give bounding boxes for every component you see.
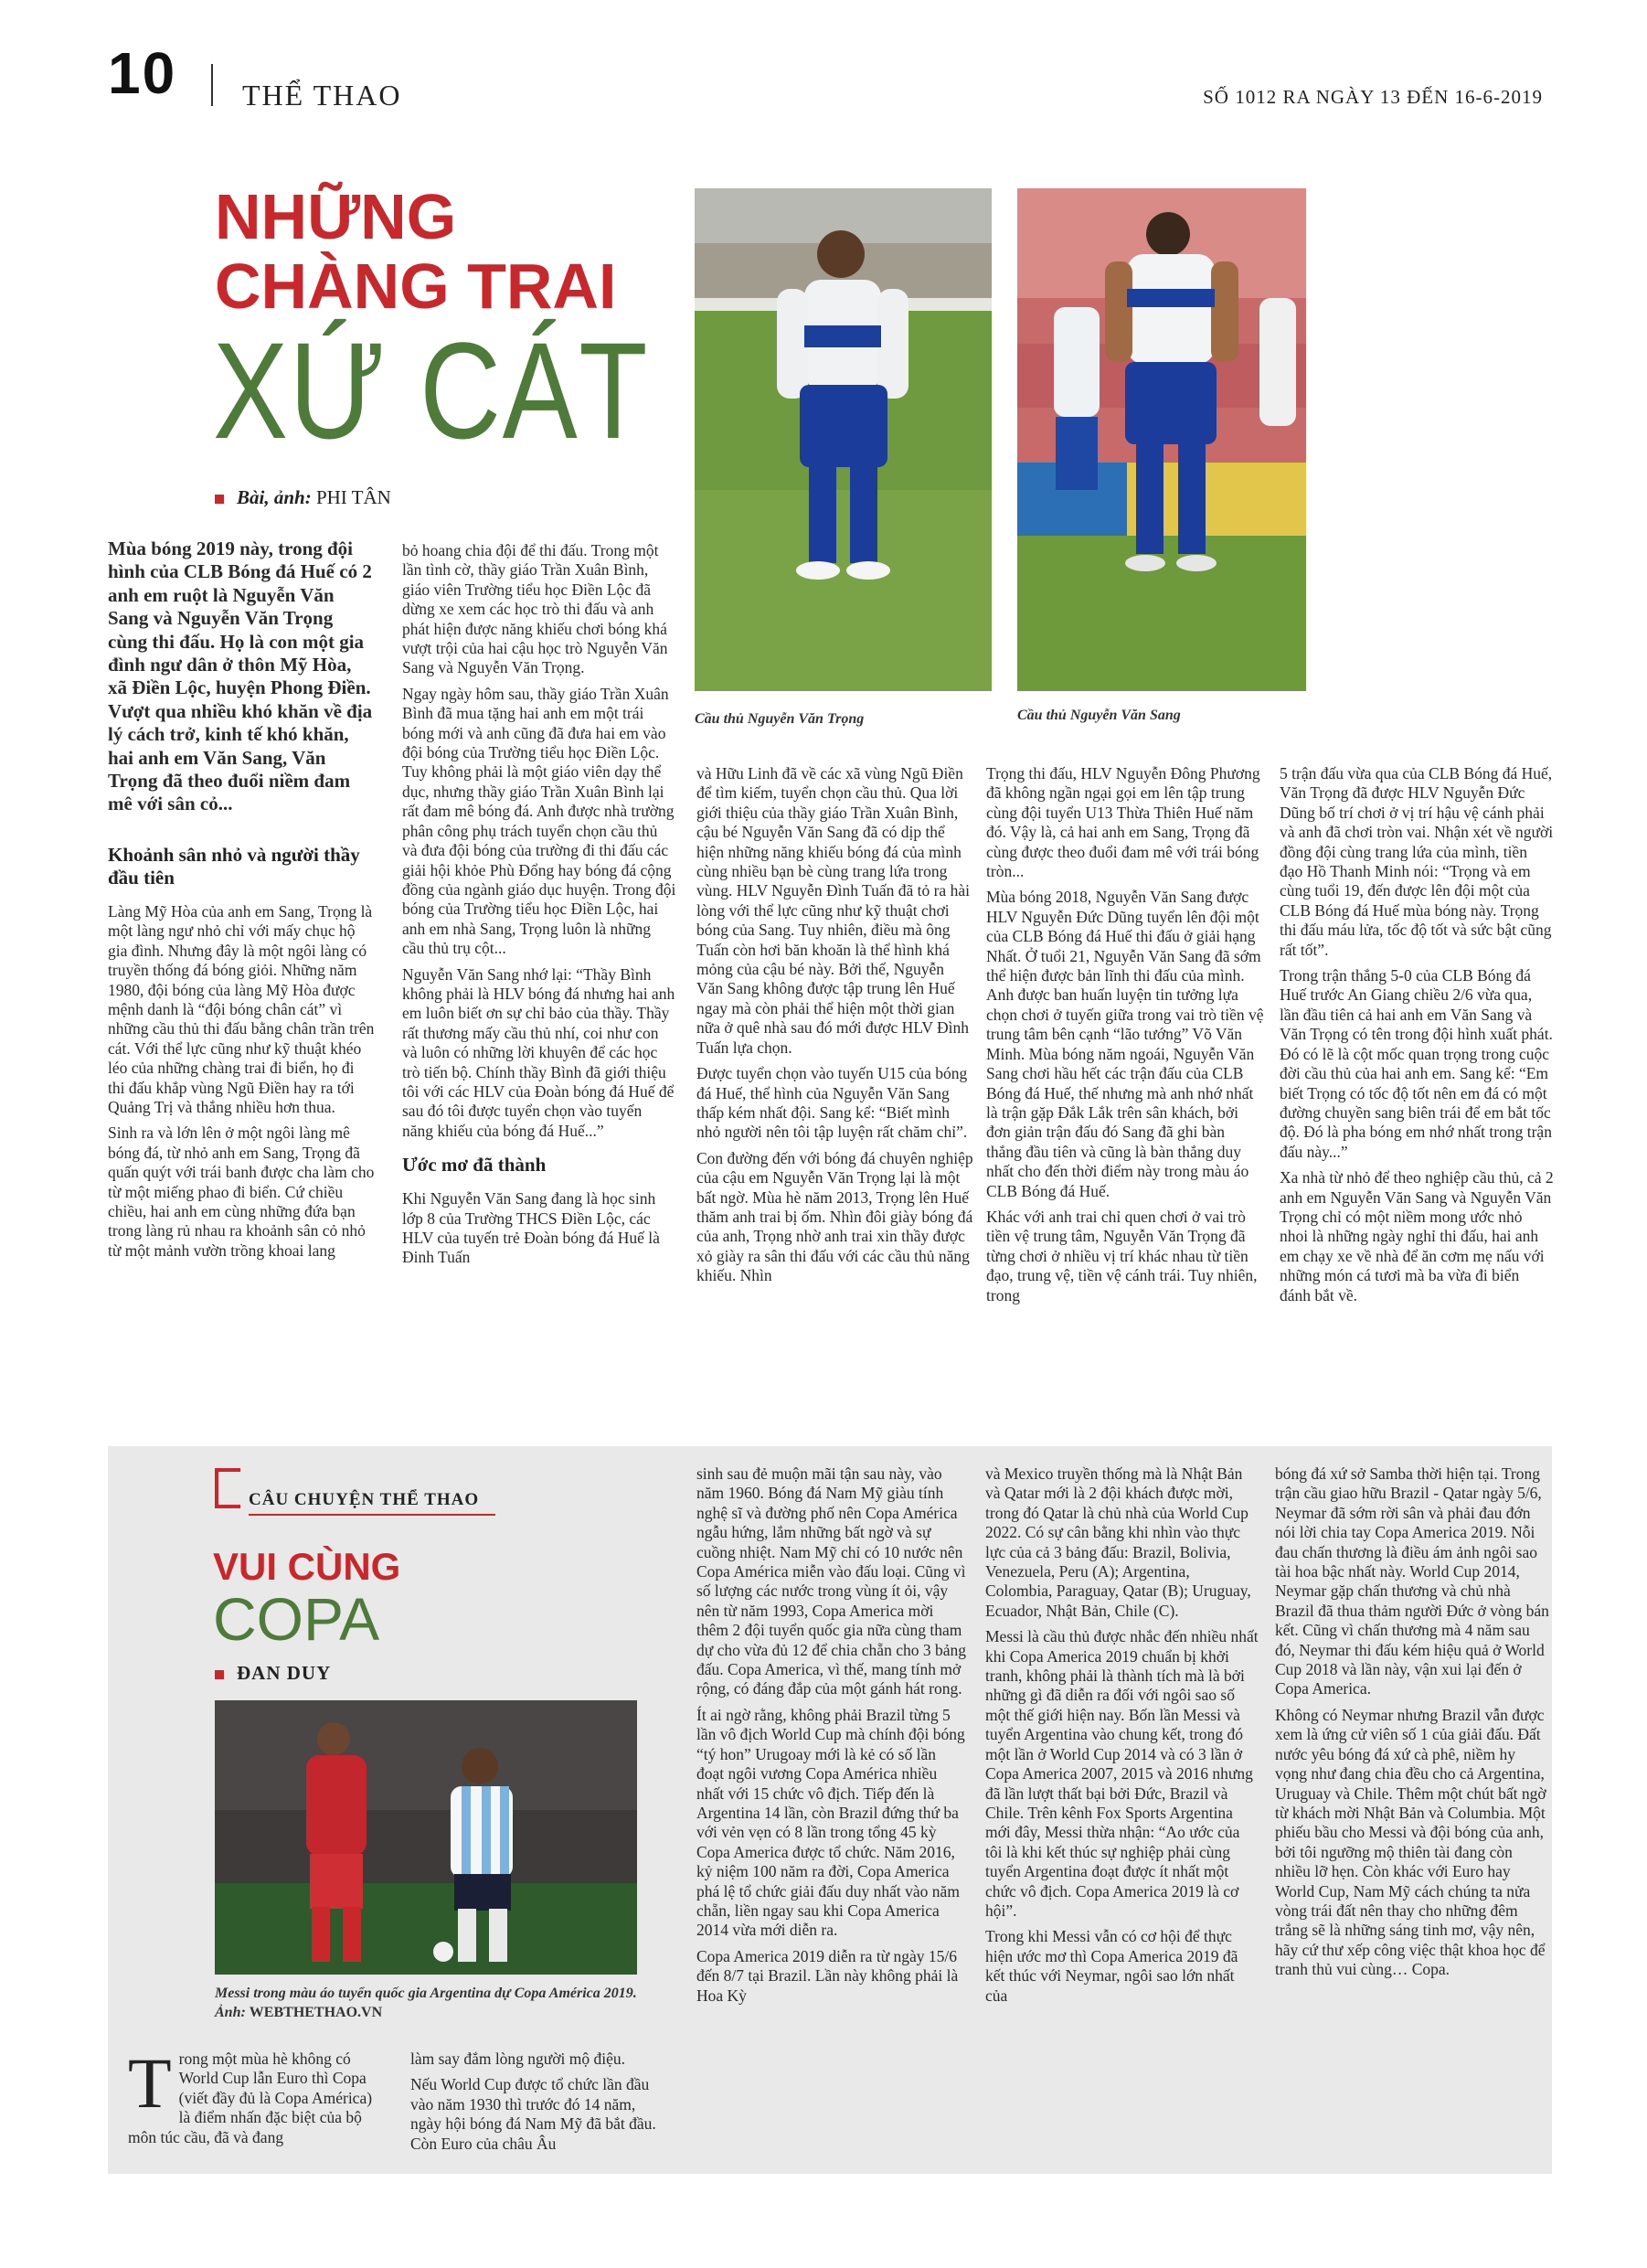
article-title-line1: NHỮNG: [215, 181, 457, 252]
paragraph: 5 trận đấu vừa qua của CLB Bóng đá Huế, Văn Trọng đã được HLV Nguyễn Đức Dũng bố trí chơi ở vị trí hậu vệ cánh phải và anh đã chơi tròn vai. Nhận xét về người đồng đội cùng trang lứa của mình, tiền đạo Hồ Thanh Minh nói: “Trọng và em cùng tuổi 19, đến được lên đội một của CLB Bóng đá Huế mùa bóng này. Trọng thi đấu máu lửa, tốc độ tốt và sức bật cũng rất tốt”.: [1280, 764, 1554, 959]
red-square-bullet: [215, 495, 224, 504]
paragraph: rong một mùa hè không có World Cup lẫn Euro thì Copa (viết đầy đủ là Copa América) là điểm nhấn đặc biệt của bộ môn túc cầu, đã và đang: [128, 2050, 373, 2146]
photo-credit: WEBTHETHAO.VN: [249, 2005, 383, 2020]
article-lede: Mùa bóng 2019 này, trong đội hình của CLB Bóng đá Huế có 2 anh em ruột là Nguyễn Văn Sang và Nguyễn Văn Trọng cùng thi đấu. Họ là con một gia đình ngư dân ở thôn Mỹ Hòa, xã Điền Lộc, huyện Phong Điền. Vượt qua nhiều khó khăn về địa lý cách trở, kinh tế khó khăn, hai anh em Văn Sang, Văn Trọng đã theo đuổi niềm đam mê với sân cỏ...: [108, 538, 373, 815]
sports-story-label: CÂU CHUYỆN THỂ THAO: [249, 1490, 495, 1516]
sports-column-3: [696, 1464, 967, 2012]
paragraph: Messi là cầu thủ được nhắc đến nhiều nhất khi Copa America 2019 chuẩn bị khởi tranh, không phải là thành tích mà là bởi những gì đã diễn ra đối với ngôi sao số một thế giới hiện nay. Bốn lần Messi và tuyển Argentina vào chung kết, trong đó một lần ở World Cup 2014 và có 3 lần ở Copa America 2007, 2015 và 2016 nhưng đã lần lượt thất bại bởi Đức, Brazil và Chile. Trên kênh Fox Sports Argentina mới đây, Messi thừa nhận: “Ao ước của tôi là khi kết thúc sự nghiệp phải cùng tuyển Argentina đoạt được ít nhất một chức vô địch. Copa America 2019 là cơ hội”.: [985, 1627, 1259, 1920]
paragraph: và Hữu Linh đã về các xã vùng Ngũ Điền để tìm kiếm, tuyển chọn cầu thủ. Qua lời giới thiệu của thầy giáo Trần Xuân Bình, cậu bé Nguyễn Văn Sang đã có dịp thể hiện những năng khiếu bóng đá của mình cùng nhiều bạn bè cùng trang lứa trong vùng. HLV Nguyễn Đình Tuấn đã tỏ ra hài lòng với thể lực cũng như kỹ thuật chơi bóng của Sang. Tuy nhiên, điều mà ông Tuấn còn hơi băn khoăn là thể hình khá mỏng của cậu bé này. Bởi thế, Nguyễn Văn Sang không được tập trung lên Huế ngay mà còn phải thể hiện một thời gian nữa ở quê nhà sau đó mới được HLV Đình Tuấn lựa chọn.: [696, 764, 970, 1057]
drop-cap: T: [128, 2043, 172, 2123]
article-column-2: [402, 541, 676, 1274]
article-column-3: [696, 764, 974, 1293]
paragraph: bóng đá xứ sở Samba thời hiện tại. Trong trận cầu giao hữu Brazil - Qatar ngày 5/6, Neymar đã sớm rời sân và phải đau đớn nói lời chia tay Copa America 2019. Nỗi đau chấn thương là điều ám ảnh ngôi sao tài hoa bậc nhất này. World Cup 2014, Neymar gặp chấn thương và chủ nhà Brazil đã thua thảm người Đức ở vòng bán kết. Cũng vì chấn thương mà 4 năm sau đó, Neymar thi đấu kém hiệu quả ở World Cup 2018 và lần này, vận xui lại đến ở Copa America.: [1275, 1464, 1549, 1698]
sports-column-5: [1275, 1464, 1549, 1986]
photo1-caption: Cầu thủ Nguyễn Văn Trọng: [695, 711, 865, 727]
article-column-5: [1280, 764, 1554, 1312]
paragraph: Khi Nguyễn Văn Sang đang là học sinh lớp 8 của Trường THCS Điền Lộc, các HLV của tuyến trẻ Đoàn bóng đá Huế là Đinh Tuấn: [402, 1189, 660, 1267]
sports-column-4: [985, 1464, 1259, 2012]
paragraph: Ngay ngày hôm sau, thầy giáo Trần Xuân Bình đã mua tặng hai anh em một trái bóng mới và anh cũng đã đưa hai em vào đội bóng của Trường tiểu học Điền Lộc. Tuy không phải là một giáo viên dạy thể dục, nhưng thầy giáo Trần Xuân Bình lại rất đam mê bóng đá. Anh được nhà trường phân công phụ trách tuyển chọn cầu thủ và đưa đội bóng của trường đi thi đấu các giải hội khỏe Phù Đổng hay bóng đá cộng đồng của ngành giáo dục huyện. Trong đội bóng của Trường tiểu học Điền Lộc, hai anh em nhà Sang, Trọng luôn là những cầu thủ trụ cột...: [402, 684, 676, 958]
photo-nguyen-van-trong: [695, 188, 992, 691]
paragraph: Xa nhà từ nhỏ để theo nghiệp cầu thủ, cả 2 anh em Nguyễn Văn Sang và Nguyễn Văn Trọng chỉ có một niềm mong ước nhỏ nhoi là những ngày nghỉ thi đấu, hai anh em chạy xe về nhà để ăn cơm mẹ nấu với những món cá tươi mà ba vừa đi biển đánh bắt về.: [1280, 1168, 1554, 1304]
article-byline: [215, 486, 391, 509]
paragraph: bỏ hoang chia đội để thi đấu. Trong một lần tình cờ, thầy giáo Trần Xuân Bình, giáo viên Trường tiểu học Điền Lộc đã dừng xe xem các học trò thi đấu và anh phát hiện được năng khiếu chơi bóng khá vượt trội của hai cậu học trò Nguyễn Văn Sang và Nguyễn Văn Trọng.: [402, 541, 668, 677]
issue-info: SỐ 1012 RA NGÀY 13 ĐẾN 16-6-2019: [1203, 86, 1543, 108]
paragraph: sinh sau đẻ muộn mãi tận sau này, vào năm 1960. Bóng đá Nam Mỹ giàu tính nghệ sĩ và đường phố nên Copa América ngẫu hứng, lắm những bất ngờ và sự cuồng nhiệt. Nam Mỹ chỉ có 10 nước nên Copa América miễn vào đấu loại. Cũng vì số lượng các nước trong vùng ít ỏi, vậy nên từ năm 1993, Copa America mời thêm 2 đội tuyển quốc gia nữa cùng tham dự cho vừa đủ 12 để chia chẵn cho 3 bảng đấu. Copa America, vì thế, mang tính mở rộng, có đáng đắp của một gánh hát rong.: [696, 1464, 966, 1698]
paragraph: làm say đắm lòng người mộ điệu.: [410, 2050, 626, 2068]
paragraph: Mùa bóng 2018, Nguyễn Văn Sang được HLV Nguyễn Đức Dũng tuyển lên đội một của CLB Bóng đá Huế thi đấu ở giải hạng Nhất. Ở tuổi 21, Nguyễn Văn Sang đã sớm thể hiện được bản lĩnh thi đấu của mình. Anh được ban huấn luyện tin tưởng lựa chọn chơi ở tuyến giữa trong vai trò tiền vệ trung tâm bên cạnh “lão tướng” Võ Văn Minh. Mùa bóng năm ngoái, Nguyễn Văn Sang chơi hầu hết các trận đấu của CLB Bóng đá Huế, thế nhưng mà anh nhớ nhất là trận gặp Đắk Lắk trên sân khách, bởi đơn giản trận đấu đó Sang đã ghi bàn thắng đầu tiên và cũng là bàn thắng duy nhất cho đến thời điểm này trong màu áo CLB Bóng đá Huế.: [986, 888, 1264, 1200]
sports-column-1: [128, 2043, 379, 2154]
paragraph: Trong trận thắng 5-0 của CLB Bóng đá Huế trước An Giang chiều 2/6 vừa qua, lần đầu tiên cả hai anh em Văn Sang và Văn Trọng có tên trong đội hình xuất phát. Đó có lẽ là cột mốc quan trọng trong cuộc đời cầu thủ của hai anh em. Sang kể: “Em biết Trọng có tốc độ tốt nên em đá có một đường chuyền sang biên trái để em bắt tốc độ. Đó là pha bóng em nhớ nhất trong trận đấu này...”: [1280, 966, 1553, 1161]
paragraph: Copa America 2019 diễn ra từ ngày 15/6 đến 8/7 tại Brazil. Lần này không phải là Hoa Kỳ: [696, 1946, 959, 2005]
byline-author: PHI TÂN: [315, 486, 391, 508]
paragraph: Con đường đến với bóng đá chuyên nghiệp của cậu em Nguyễn Văn Trọng lại là một bất ngờ. Mùa hè năm 2013, Trọng lên Huế thăm anh trai bị ốm. Nhìn đôi giày bóng đá của anh, Trọng nhờ anh trai xin thầy được xỏ giày ra sân thi đấu với các cầu thủ năng khiếu. Nhìn: [696, 1148, 973, 1285]
article-title-line2: CHÀNG TRAI: [215, 250, 617, 322]
sports-story-byline: [215, 1662, 331, 1685]
paragraph: Khác với anh trai chỉ quen chơi ở vai trò tiền vệ trung tâm, Nguyễn Văn Trọng đã từng chơi ở nhiều vị trí khác nhau từ tiền đạo, trung vệ, tiền vệ cánh trái. Tuy nhiên, trong: [986, 1207, 1258, 1304]
caption-text: Messi trong màu áo tuyển quốc gia Argentina dự Copa América 2019. Ảnh:: [215, 1986, 637, 2020]
paragraph: và Mexico truyền thống mà là Nhật Bản và Qatar mới là 2 đội khách được mời, trong đó Qatar là chủ nhà của World Cup 2022. Có sự cân bằng khi nhìn vào thực lực của cả 3 bảng đấu: Brazil, Bolivia, Venezuela, Peru (A); Argentina, Colombia, Paraguay, Qatar (B); Uruguay, Ecuador, Nhật Bản, Chile (C).: [985, 1464, 1251, 1620]
photo2-caption: Cầu thủ Nguyễn Văn Sang: [1017, 708, 1181, 723]
subhead-2: Ước mơ đã thành: [402, 1154, 547, 1177]
header-divider: [211, 64, 213, 106]
sports-column-2: [410, 2050, 668, 2160]
article-column-1: [108, 538, 375, 1267]
paragraph: Ít ai ngờ rằng, không phải Brazil từng 5 lần vô địch World Cup mà chính đội bóng “tý hon” Urugoay mới là kẻ có số lần đoạt ngôi vương Copa América nhiều nhất với 15 chức vô địch. Tiếp đến là Argentina 14 lần, còn Brazil đứng thứ ba với vẻn vẹn có 8 lần trong tổng 45 kỳ Copa America được tổ chức. Năm 2016, kỷ niệm 100 năm ra đời, Copa America phá lệ tổ chức giải đấu duy nhất vào năm chẵn, liền ngay sau khi Copa America 2014 vừa mới diễn ra.: [696, 1705, 965, 1940]
sports-story-title-line1: VUI CÙNG: [213, 1545, 401, 1588]
byline-author: ĐAN DUY: [237, 1662, 332, 1684]
section-bracket-mark: [215, 1468, 240, 1508]
photo-messi-argentina: [215, 1700, 637, 1975]
red-square-bullet: [215, 1670, 224, 1679]
subhead-1: Khoảnh sân nhỏ và người thầy đầu tiên: [108, 843, 360, 889]
paragraph: Trọng thi đấu, HLV Nguyễn Đông Phương đã không ngần ngại gọi em lên tập trung cùng đội tuyển U13 Thừa Thiên Huế năm đó. Vậy là, cả hai anh em Sang, Trọng đã cùng được theo đuổi đam mê với trái bóng tròn...: [986, 764, 1260, 881]
byline-label: Bài, ảnh:: [237, 486, 312, 508]
sports-story-title-line2: COPA: [213, 1585, 380, 1653]
paragraph: Làng Mỹ Hòa của anh em Sang, Trọng là một làng ngư nhỏ chỉ với mấy chục hộ gia đình. Nhưng đây là một ngôi làng có truyền thống đá bóng giỏi. Những năm 1980, đội bóng của làng Mỹ Hòa được mệnh danh là “đội bóng chân cát” vì những cầu thủ thi đấu bằng chân trần trên cát. Với thể lực cũng như kỹ thuật khéo léo của những chàng trai đi biển, họ đi thi đấu khắp vùng Ngũ Điền hay ra tới Quảng Trị và thắng nhiều hơn thua.: [108, 901, 375, 1116]
paragraph: Không có Neymar nhưng Brazil vẫn được xem là ứng cử viên số 1 của giải đấu. Đất nước yêu bóng đá xứ cà phê, niềm hy vọng như đang chia đều cho cả Argentina, Uruguay và Chile. Thêm một chút bất ngờ từ khách mời Nhật Bản và Columbia. Một phiếu bầu cho Messi và đội bóng của anh, bởi tôi ngưỡng mộ thiên tài đang còn nhiều lỡ hẹn. Còn khác với Euro hay World Cup, Nam Mỹ cách chúng ta nửa vòng trái đất nên thay cho những đêm trắng sẽ là những sáng tinh mơ, vậy nên, hãy cứ thư xếp công việc thật khoa học để tranh thủ vui cùng… Copa.: [1275, 1705, 1546, 1979]
article-title-line3: XỨ CÁT: [213, 314, 650, 467]
paragraph: Sinh ra và lớn lên ở một ngôi làng mê bóng đá, từ nhỏ anh em Sang, Trọng đã quấn quýt với trái banh được cha làm cho từ một miếng phao đi biển. Cứ chiều chiều, hai anh em cùng những đứa bạn trong làng rủ nhau ra khoảnh sân cỏ nhỏ từ một mảnh vườn trồng khoai lang: [108, 1123, 375, 1260]
photo-nguyen-van-sang: [1017, 188, 1306, 691]
article-column-4: [986, 764, 1264, 1312]
paragraph: Nguyễn Văn Sang nhớ lại: “Thầy Bình không phải là HLV bóng đá nhưng hai anh em luôn biết ơn sự chỉ bảo của thầy. Thầy rất thương mấy cầu thủ nhí, coi như con và luôn có những lời khuyên để các học trò tiến bộ. Chính thầy Bình đã giới thiệu tôi với các HLV của Đoàn bóng đá Huế để sau đó tôi được tuyển chọn vào tuyến năng khiếu của bóng đá Huế...”: [402, 964, 675, 1140]
page-number: 10: [108, 40, 177, 106]
sports-photo-caption: [215, 1984, 644, 2022]
section-name: THỂ THAO: [242, 79, 402, 112]
paragraph: Được tuyển chọn vào tuyến U15 của bóng đá Huế, thể hình của Nguyễn Văn Sang thấp kém nhất đội. Sang kể: “Biết mình nhỏ người nên tôi tập luyện rất chăm chỉ”.: [696, 1064, 968, 1142]
paragraph: Trong khi Messi vẫn có cơ hội để thực hiện ước mơ thì Copa America 2019 đã kết thúc với Neymar, ngôi sao lớn nhất của: [985, 1927, 1238, 2005]
paragraph: Nếu World Cup được tổ chức lần đầu vào năm 1930 thì trước đó 14 năm, ngày hội bóng đá Nam Mỹ đã bắt đầu. Còn Euro của châu Âu: [410, 2075, 656, 2153]
